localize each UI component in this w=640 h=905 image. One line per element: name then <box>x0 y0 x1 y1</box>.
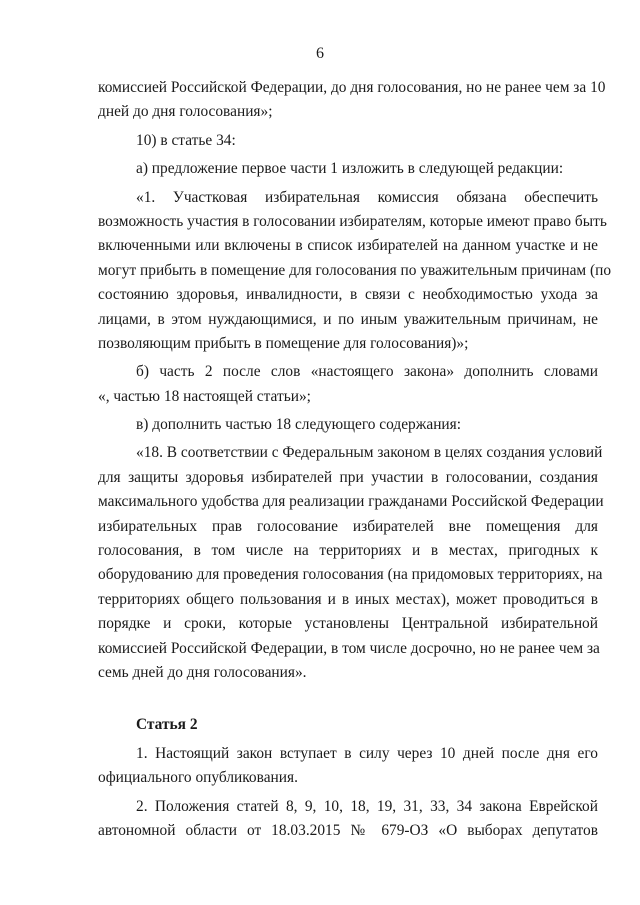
paragraph-line: а) предложение первое части 1 изложить в следующей редакции: <box>136 160 564 178</box>
paragraph-line: семь дней до дня голосования». <box>98 663 307 681</box>
paragraph-line: автономной области от 18.03.2015 № 679-ОЗ «О выборах депутатов <box>98 821 598 839</box>
paragraph-line: возможность участия в голосовании избирателям, которые имеют право быть <box>98 212 607 230</box>
paragraph-line: избирательных прав голосование избирателей вне помещения для <box>98 517 598 535</box>
paragraph-line: лицами, в этом нуждающимися, и по иным уважительным причинам, не <box>98 310 598 328</box>
paragraph-line: 1. Настоящий закон вступает в силу через 10 дней после дня его <box>136 744 598 762</box>
paragraph <box>98 76 606 125</box>
paragraph <box>98 129 598 153</box>
paragraph-line: комиссией Российской Федерации, в том числе досрочно, но не ранее чем за <box>98 639 600 657</box>
paragraph <box>98 742 598 791</box>
paragraph-line: могут прибыть в помещение для голосования по уважительным причинам (по <box>98 261 612 279</box>
paragraph-line: 2. Положения статей 8, 9, 10, 18, 19, 31, 33, 34 закона Еврейской <box>136 797 598 815</box>
paragraph-line: позволяющим прибыть в помещение для голосования)»; <box>98 334 469 352</box>
document-body <box>98 76 612 843</box>
heading-text: Статья 2 <box>136 716 198 734</box>
paragraph-line: «, частью 18 настоящей статьи»; <box>98 387 311 405</box>
paragraph-line: порядке и сроки, которые установлены Центральной избирательной <box>98 615 598 633</box>
paragraph-line: максимального удобства для реализации гражданами Российской Федерации <box>98 493 604 511</box>
paragraph-line: территориях общего пользования и в иных местах), может проводиться в <box>98 590 598 608</box>
paragraph <box>98 186 612 357</box>
paragraph <box>98 441 604 685</box>
section-heading <box>98 713 598 737</box>
paragraph-line: в) дополнить частью 18 следующего содержания: <box>136 416 462 434</box>
paragraph-line: б) часть 2 после слов «настоящего закона» дополнить словами <box>136 363 598 381</box>
paragraph-line: «18. В соответствии с Федеральным законом в целях создания условий <box>136 444 603 462</box>
paragraph <box>98 157 598 181</box>
paragraph-line: официального опубликования. <box>98 769 298 787</box>
paragraph <box>98 360 598 409</box>
paragraph-line: оборудованию для проведения голосования (на придомовых территориях, на <box>98 566 603 584</box>
paragraph-line: «1. Участковая избирательная комиссия обязана обеспечить <box>136 188 598 206</box>
paragraph-line: голосования, в том числе на территориях и в местах, пригодных к <box>98 542 598 560</box>
paragraph <box>98 413 598 437</box>
paragraph-line: включенными или включены в список избирателей на данном участке и не <box>98 237 598 255</box>
paragraph-line: 10) в статье 34: <box>136 131 236 149</box>
paragraph-line: состоянию здоровья, инвалидности, в связи с необходимостью ухода за <box>98 286 598 304</box>
paragraph-line: дней до дня голосования»; <box>98 103 273 121</box>
paragraph-line: комиссией Российской Федерации, до дня голосования, но не ранее чем за 10 <box>98 79 606 96</box>
paragraph <box>98 795 598 844</box>
paragraph-line: для защиты здоровья избирателей при участии в голосовании, создания <box>98 468 598 486</box>
page-number: 6 <box>316 45 324 62</box>
